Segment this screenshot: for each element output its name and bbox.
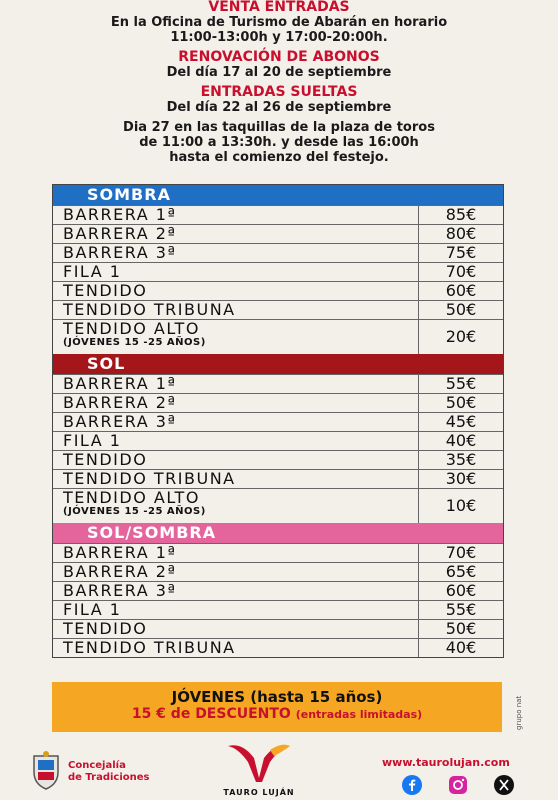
seat-name: [53, 601, 419, 619]
seat-label: TENDIDO TRIBUNA: [63, 638, 236, 657]
seat-name: [53, 375, 419, 393]
venta-line1: En la Oficina de Turismo de Abarán en horario: [110, 15, 448, 30]
facebook-icon[interactable]: [402, 775, 422, 799]
seat-label: BARRERA 2ª: [63, 562, 177, 581]
tauro-lujan-logo-icon: [224, 769, 294, 788]
seat-price: 55€: [445, 600, 477, 619]
seat-label: BARRERA 1ª: [63, 374, 177, 393]
promo-line1: JÓVENES (hasta 15 años): [171, 688, 383, 706]
seat-price: 70€: [445, 262, 477, 281]
price-table: [52, 184, 504, 658]
venta-line2: 11:00-13:00h y 17:00-20:00h.: [170, 30, 388, 45]
dia27-line3: hasta el comienzo del festejo.: [169, 150, 389, 165]
table-row: [53, 205, 503, 224]
table-row: [53, 412, 503, 431]
dia27-line1: Dia 27 en las taquillas de la plaza de toros: [123, 120, 435, 135]
seat-label: TENDIDO: [63, 450, 148, 469]
seat-price: 20€: [445, 327, 477, 346]
renovacion-title: RENOVACIÓN DE ABONOS: [178, 49, 380, 65]
seat-name: [53, 282, 419, 300]
table-row: [53, 374, 503, 393]
seat-name: [53, 263, 419, 281]
seat-label: TENDIDO TRIBUNA: [63, 300, 236, 319]
social-block: [382, 756, 514, 799]
promo-note: (entradas limitadas): [295, 708, 423, 721]
header-info: [0, 0, 558, 165]
seat-price: 60€: [445, 581, 477, 600]
seat-price: 55€: [445, 374, 477, 393]
seat-name: [53, 489, 419, 523]
seat-price: 30€: [445, 469, 477, 488]
seat-label: BARRERA 1ª: [63, 543, 177, 562]
seat-name: [53, 413, 419, 431]
promo-line2: [52, 706, 502, 722]
table-row: [53, 243, 503, 262]
table-row: [53, 450, 503, 469]
seat-name: [53, 451, 419, 469]
seat-label: BARRERA 3ª: [63, 412, 177, 431]
concejalia-line1: Concejalía: [68, 760, 126, 771]
table-row: [53, 319, 503, 354]
x-icon[interactable]: [494, 775, 514, 799]
table-row: [53, 393, 503, 412]
seat-label: FILA 1: [63, 262, 122, 281]
seat-price: 50€: [445, 300, 477, 319]
seat-label: BARRERA 2ª: [63, 393, 177, 412]
seat-label: TENDIDO: [63, 281, 148, 300]
section-header-1: SOL: [53, 354, 503, 374]
seat-price: 75€: [445, 243, 477, 262]
instagram-icon[interactable]: [448, 775, 468, 799]
table-row: [53, 619, 503, 638]
table-row: [53, 562, 503, 581]
logo-label: TAURO LUJÁN: [223, 788, 295, 797]
seat-label: BARRERA 3ª: [63, 581, 177, 600]
seat-name: [53, 394, 419, 412]
seat-price: 60€: [445, 281, 477, 300]
seat-name: [53, 432, 419, 450]
table-row: [53, 469, 503, 488]
table-row: [53, 281, 503, 300]
seat-sublabel: (JÓVENES 15 -25 AÑOS): [63, 337, 206, 348]
renovacion-line1: Del día 17 al 20 de septiembre: [166, 65, 392, 80]
side-credit: grupo nat: [515, 695, 523, 730]
seat-price: 10€: [445, 496, 477, 515]
seat-name: [53, 206, 419, 224]
seat-name: [53, 470, 419, 488]
section-header-0: SOMBRA: [53, 185, 503, 205]
tauro-lujan-logo: [214, 740, 304, 797]
seat-label: TENDIDO ALTO: [63, 488, 200, 507]
table-row: [53, 638, 503, 657]
promo-discount: 15 € de DESCUENTO: [131, 706, 291, 722]
sueltas-title: ENTRADAS SUELTAS: [200, 84, 358, 100]
concejalia-block: [30, 750, 150, 794]
table-row: [53, 300, 503, 319]
concejalia-line2: de Tradiciones: [68, 772, 150, 783]
table-row: [53, 262, 503, 281]
seat-name: [53, 620, 419, 638]
seat-price: 35€: [445, 450, 477, 469]
seat-sublabel: (JÓVENES 15 -25 AÑOS): [63, 506, 206, 517]
section-header-2: SOL/SOMBRA: [53, 523, 503, 543]
dia27-line2: de 11:00 a 13:30h. y desde las 16:00h: [139, 135, 419, 150]
table-row: [53, 224, 503, 243]
seat-label: FILA 1: [63, 431, 122, 450]
shield-crest-icon: [30, 750, 62, 794]
table-row: [53, 488, 503, 523]
seat-label: TENDIDO: [63, 619, 148, 638]
seat-price: 40€: [445, 431, 477, 450]
seat-name: [53, 225, 419, 243]
table-row: [53, 581, 503, 600]
seat-label: BARRERA 3ª: [63, 243, 177, 262]
seat-name: [53, 320, 419, 354]
seat-name: [53, 301, 419, 319]
seat-price: 50€: [445, 619, 477, 638]
seat-label: BARRERA 2ª: [63, 224, 177, 243]
table-row: [53, 543, 503, 562]
table-row: [53, 431, 503, 450]
seat-price: 70€: [445, 543, 477, 562]
seat-name: [53, 544, 419, 562]
seat-price: 85€: [445, 205, 477, 224]
venta-title: VENTA ENTRADAS: [208, 0, 350, 15]
seat-price: 40€: [445, 638, 477, 657]
seat-price: 50€: [445, 393, 477, 412]
seat-price: 65€: [445, 562, 477, 581]
seat-name: [53, 244, 419, 262]
seat-label: TENDIDO ALTO: [63, 319, 200, 338]
website-link[interactable]: www.taurolujan.com: [382, 756, 510, 769]
seat-name: [53, 563, 419, 581]
seat-label: BARRERA 1ª: [63, 205, 177, 224]
sueltas-line1: Del día 22 al 26 de septiembre: [166, 100, 392, 115]
seat-label: TENDIDO TRIBUNA: [63, 469, 236, 488]
seat-price: 45€: [445, 412, 477, 431]
youth-discount-banner: [52, 682, 502, 732]
seat-name: [53, 639, 419, 657]
table-row: [53, 600, 503, 619]
seat-label: FILA 1: [63, 600, 122, 619]
seat-price: 80€: [445, 224, 477, 243]
seat-name: [53, 582, 419, 600]
